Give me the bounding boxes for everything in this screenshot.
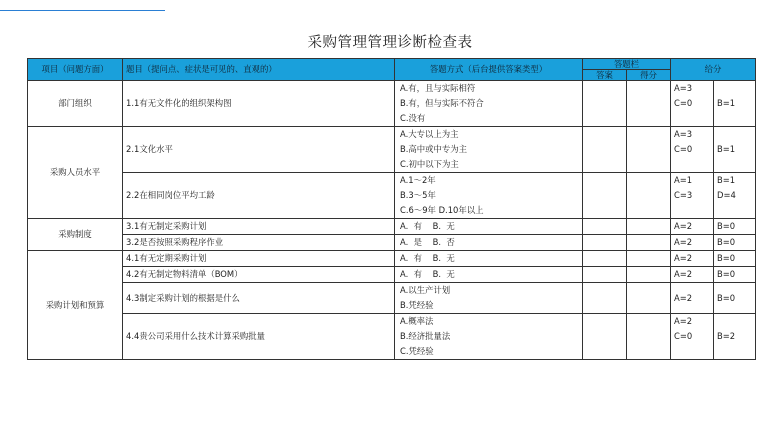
header-row xyxy=(28,59,756,70)
answer-input-cell[interactable] xyxy=(583,173,627,219)
question-cell: 4.4贵公司采用什么技术计算采购批量 xyxy=(123,314,395,360)
table-row xyxy=(28,267,756,283)
question-cell: 2.2在相同岗位平均工龄 xyxy=(123,173,395,219)
option-text: A. 有 B. 无 xyxy=(400,269,455,279)
table-row xyxy=(28,283,756,314)
options-cell xyxy=(395,81,583,127)
option-text: C.凭经验 xyxy=(400,346,434,356)
score-input-cell[interactable] xyxy=(627,173,671,219)
table-row xyxy=(28,173,756,219)
points-text: B=0 xyxy=(717,269,736,279)
question-cell: 1.1有无文件化的组织架构图 xyxy=(123,81,395,127)
points-text: C=0 xyxy=(674,144,693,154)
points-right-cell xyxy=(714,251,756,267)
points-left-cell xyxy=(671,267,714,283)
question-cell: 4.1有无定期采购计划 xyxy=(123,251,395,267)
option-text: C.没有 xyxy=(400,113,426,123)
option-text: C.初中以下为主 xyxy=(400,159,459,169)
table-row xyxy=(28,314,756,360)
points-left-cell xyxy=(671,235,714,251)
header-score: 得分 xyxy=(627,70,671,81)
points-left-cell xyxy=(671,173,714,219)
header-project: 项目（问题方面） xyxy=(28,59,123,81)
options-cell xyxy=(395,235,583,251)
group-cell: 采购制度 xyxy=(28,219,123,251)
option-text: B.3～5年 xyxy=(400,190,436,200)
diagnosis-table xyxy=(27,58,756,360)
header-answer: 答案 xyxy=(583,70,627,81)
score-input-cell[interactable] xyxy=(627,235,671,251)
header-question: 题目（提问点、症状是可见的、直观的） xyxy=(123,59,395,81)
answer-input-cell[interactable] xyxy=(583,81,627,127)
option-text: B.高中或中专为主 xyxy=(400,144,468,154)
points-right-cell xyxy=(714,235,756,251)
points-right-cell xyxy=(714,267,756,283)
option-text: A. 有 B. 无 xyxy=(400,253,455,263)
score-input-cell[interactable] xyxy=(627,283,671,314)
group-cell: 采购人员水平 xyxy=(28,127,123,219)
score-input-cell[interactable] xyxy=(627,81,671,127)
option-text: B.凭经验 xyxy=(400,300,434,310)
points-right-cell xyxy=(714,173,756,219)
question-cell: 3.2是否按照采购程序作业 xyxy=(123,235,395,251)
table-row xyxy=(28,235,756,251)
points-left-cell xyxy=(671,283,714,314)
points-text: D=4 xyxy=(717,190,736,200)
points-left-cell xyxy=(671,81,714,127)
options-cell xyxy=(395,219,583,235)
answer-input-cell[interactable] xyxy=(583,127,627,173)
points-left-cell xyxy=(671,219,714,235)
table-row xyxy=(28,81,756,127)
options-cell xyxy=(395,127,583,173)
points-text: B=0 xyxy=(717,237,736,247)
option-text: A.以生产计划 xyxy=(400,285,451,295)
answer-input-cell[interactable] xyxy=(583,219,627,235)
page-title: 采购管理管理诊断检查表 xyxy=(307,35,473,51)
options-cell xyxy=(395,283,583,314)
table-row xyxy=(28,127,756,173)
score-input-cell[interactable] xyxy=(627,251,671,267)
top-accent-line xyxy=(0,10,165,11)
points-right-cell xyxy=(714,219,756,235)
header-answer-method: 答题方式（后台提供答案类型） xyxy=(395,59,583,81)
points-text: A=2 xyxy=(674,221,693,231)
table-row xyxy=(28,251,756,267)
header-answer-group: 答题栏 xyxy=(583,59,671,70)
header-points: 给分 xyxy=(671,59,756,81)
points-text: C=0 xyxy=(674,331,693,341)
answer-input-cell[interactable] xyxy=(583,235,627,251)
points-text: A=2 xyxy=(674,292,693,303)
points-text: B=1 xyxy=(717,98,736,108)
points-text: B=1 xyxy=(717,175,736,185)
points-text: B=0 xyxy=(717,253,736,263)
answer-input-cell[interactable] xyxy=(583,283,627,314)
points-left-cell xyxy=(671,314,714,360)
points-right-cell xyxy=(714,81,756,127)
option-text: A.1～2年 xyxy=(400,175,436,185)
options-cell xyxy=(395,314,583,360)
option-text: A. 是 B. 否 xyxy=(400,237,455,247)
points-text: A=3 xyxy=(674,83,693,93)
score-input-cell[interactable] xyxy=(627,267,671,283)
points-text: A=2 xyxy=(674,253,693,263)
points-right-cell xyxy=(714,314,756,360)
points-text: B=0 xyxy=(717,221,736,231)
question-cell: 4.3制定采购计划的根据是什么 xyxy=(123,283,395,314)
table-row xyxy=(28,219,756,235)
points-text: C=0 xyxy=(674,98,693,108)
answer-input-cell[interactable] xyxy=(583,314,627,360)
group-cell: 部门组织 xyxy=(28,81,123,127)
options-cell xyxy=(395,173,583,219)
points-text: B=2 xyxy=(717,331,736,341)
points-text: A=1 xyxy=(674,175,693,185)
options-cell xyxy=(395,267,583,283)
question-cell: 2.1文化水平 xyxy=(123,127,395,173)
option-text: B.经济批量法 xyxy=(400,331,451,341)
option-text: C.6～9年 D.10年以上 xyxy=(400,205,484,215)
points-text: A=3 xyxy=(674,129,693,139)
option-text: A.大专以上为主 xyxy=(400,129,459,139)
answer-input-cell[interactable] xyxy=(583,267,627,283)
points-right-cell xyxy=(714,127,756,173)
points-left-cell xyxy=(671,127,714,173)
points-right-cell xyxy=(714,283,756,314)
score-input-cell[interactable] xyxy=(627,314,671,360)
group-cell: 采购计划和预算 xyxy=(28,251,123,360)
score-input-cell[interactable] xyxy=(627,219,671,235)
points-left-cell xyxy=(671,251,714,267)
score-input-cell[interactable] xyxy=(627,127,671,173)
option-text: A.有，且与实际相符 xyxy=(400,83,476,93)
points-text: A=2 xyxy=(674,237,693,247)
points-text: C=3 xyxy=(674,190,693,200)
points-text: A=2 xyxy=(674,269,693,279)
options-cell xyxy=(395,251,583,267)
points-text: A=2 xyxy=(674,316,693,326)
question-cell: 3.1有无制定采购计划 xyxy=(123,219,395,235)
points-text: B=0 xyxy=(717,292,736,303)
option-text: A. 有 B. 无 xyxy=(400,221,455,231)
option-text: B.有，但与实际不符合 xyxy=(400,98,484,108)
points-text: B=1 xyxy=(717,144,736,154)
option-text: A.概率法 xyxy=(400,316,434,326)
question-cell: 4.2有无制定物料清单（BOM） xyxy=(123,267,395,283)
answer-input-cell[interactable] xyxy=(583,251,627,267)
